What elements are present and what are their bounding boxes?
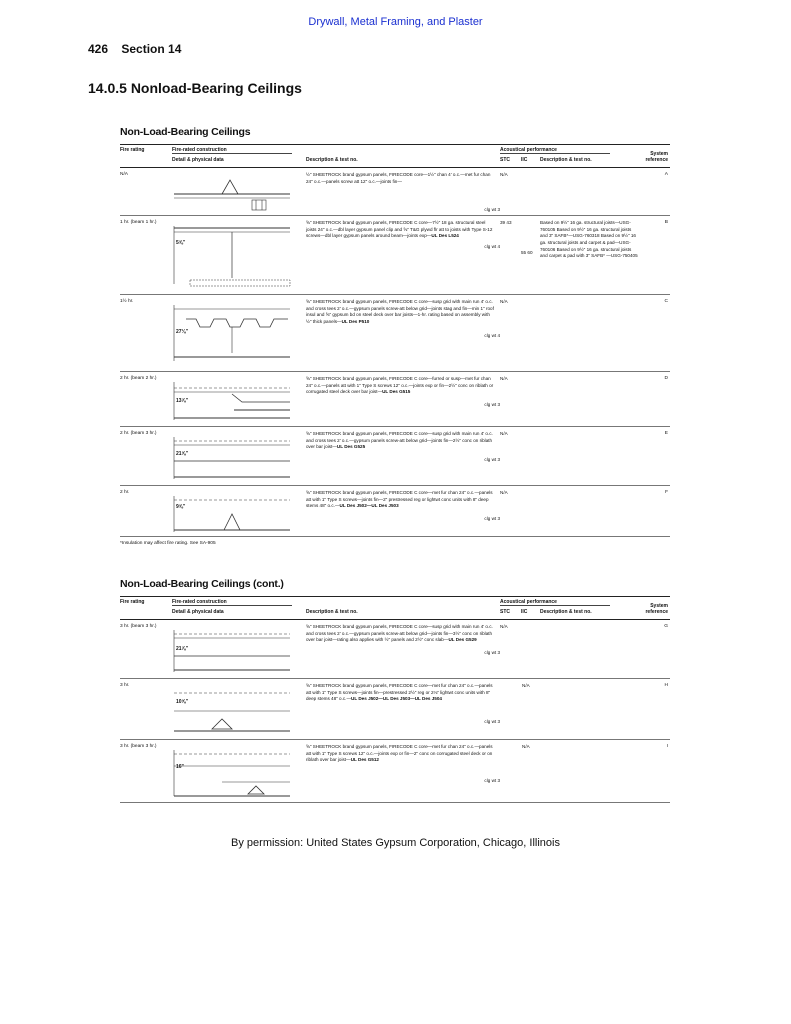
row-system-reference: E: [664, 431, 668, 436]
header-detail: Detail & physical data: [172, 609, 224, 615]
row-stc: N/A: [500, 490, 508, 495]
table-row: [120, 679, 670, 740]
header-acoustical-performance: Acoustical performance: [500, 599, 610, 606]
header-stc: STC: [500, 157, 510, 163]
header-iic: IIC: [521, 157, 528, 163]
row-rating: N/A: [120, 172, 128, 177]
row-description: ⅝" SHEETROCK brand gypsum panels, FIRECODE C core—susp grid with main run 4' o.c. and cross tees 2' o.c.—gypsum panels screw-att below grid—joints stag and fin—min 1" roof insul and ⅝" gypsum bd on steel deck over bar joists—1-hr. rating based on assembly with ½" thick panels—UL Des P510: [306, 299, 494, 324]
row-rating: 3 hr.: [120, 683, 130, 688]
row-ceiling-weight: clg wt 3: [484, 402, 500, 407]
row-thickness: 5⅝": [176, 240, 186, 246]
row-ceiling-weight: clg wt 3: [484, 650, 500, 655]
ceilings-table-1: [120, 126, 670, 546]
table-header: [120, 596, 670, 620]
row-stc: N/A: [500, 172, 508, 177]
row-ceiling-weight: clg wt 4: [484, 244, 500, 249]
header-fire-rating: Fire rating: [120, 147, 145, 153]
row-thickness: 21⅞": [176, 646, 189, 652]
header-system-reference: System reference: [645, 151, 668, 163]
row-description: ⅝" SHEETROCK brand gypsum panels, FIRECODE C core—susp grid with main run 4' o.c. and cross tees 2' o.c.—gypsum panels screw-att below grid—joints fin—3½" conc on riblath over bar joist—rating also applies with ½" panels and 2½" conc slab—UL Des G529: [306, 624, 493, 643]
page-number: 426: [88, 42, 109, 56]
table-title: Non-Load-Bearing Ceilings (cont.): [120, 578, 284, 590]
row-thickness: 16": [176, 764, 184, 770]
row-system-reference: I: [666, 744, 668, 749]
header-fire-rated-construction: Fire-rated construction: [172, 147, 292, 154]
row-description: ⅝" SHEETROCK brand gypsum panels, FIRECODE C core—met fur chan 24" o.c.—panels att with 1" Type S screws—joints fin—prestressed 2½" reg or 2⅛" lightwt conc units with 8" deep stems 48" o.c.—UL Des J502—UL Des J503—UL Des J504: [306, 683, 493, 702]
page-header: [88, 42, 181, 56]
row-rating: 3 hr. (beam 3 hr.): [120, 624, 157, 629]
row-description: ⅝" SHEETROCK brand gypsum panels, FIRECODE C core—furred or susp—met fur chan 24" o.c.—panels att with 1" Type S screws 12" o.c.—joints exp or fin—2½" conc on riblath or corrugated steel deck over bar joist—UL Des G515: [306, 376, 494, 395]
row-system-reference: F: [665, 490, 668, 495]
ceiling-detail-diagram: [172, 301, 292, 367]
row-system-reference: B: [664, 220, 668, 225]
header-fire-rated-construction: Fire-rated construction: [172, 599, 292, 606]
table-title: Non-Load-Bearing Ceilings: [120, 126, 251, 138]
row-ceiling-weight: clg wt 3: [484, 516, 500, 521]
header-system-reference: System reference: [645, 603, 668, 615]
table-footnote: *Insulation may affect fire rating. See SA-905: [120, 541, 216, 546]
header-acoustical-performance: Acoustical performance: [500, 147, 610, 154]
table-row: [120, 486, 670, 537]
row-system-reference: H: [664, 683, 668, 688]
row-ceiling-weight: clg wt 3: [484, 457, 500, 462]
ceiling-detail-diagram: [172, 685, 292, 737]
table-row: [120, 216, 670, 295]
ceiling-detail-diagram: [172, 746, 292, 800]
header-stc: STC: [500, 609, 510, 615]
ceiling-detail-diagram: [172, 174, 292, 212]
row-stc: N/A: [500, 624, 508, 629]
header-fire-rating: Fire rating: [120, 599, 145, 605]
row-system-reference: D: [664, 376, 668, 381]
ceiling-detail-diagram: [172, 222, 292, 292]
row-rating: 2 hr. (beam 3 hr.): [120, 431, 157, 436]
row-thickness: 21⅝": [176, 451, 189, 457]
running-head: Drywall, Metal Framing, and Plaster: [308, 16, 483, 28]
row-ceiling-weight: clg wt 4: [484, 333, 500, 338]
table-row: [120, 168, 670, 216]
ceiling-detail-diagram: [172, 492, 292, 536]
section-title: 14.0.5 Nonload-Bearing Ceilings: [88, 80, 302, 96]
row-stc: 39 43: [500, 220, 512, 225]
table-row: [120, 295, 670, 372]
row-system-reference: G: [664, 624, 668, 629]
header-iic: IIC: [521, 609, 528, 615]
row-system-reference: A: [664, 172, 668, 177]
table-row: [120, 427, 670, 486]
row-ceiling-weight: clg wt 3: [484, 719, 500, 724]
row-acoustic-description: Based on 9½" 16 ga. structural joists—USG-760105 Based on 9½" 16 ga. structural joists and 3" SAFB*—USG-760318 Based on 9½" 16 ga. structural joists and carpet & pad—USG-760106 Based on 9½" 16 ga. structural joists and carpet & pad with 3" SAFB* —USG-750405: [540, 220, 638, 259]
row-stc: N/A: [522, 683, 530, 688]
header-description: Description & test no.: [306, 157, 358, 163]
row-thickness: 9⅝": [176, 504, 186, 510]
row-description: ⅝" SHEETROCK brand gypsum panels, FIRECODE C core—met fur chan 24" o.c.—panels att with 1" Type S screws 12" o.c.—joints exp or fin—2" conc on corrugated steel deck or on riblath over bar joist—UL Des G512: [306, 744, 493, 763]
header-ac-description: Description & test no.: [540, 609, 592, 615]
row-stc: N/A: [522, 744, 530, 749]
row-rating: 3 hr. (beam 3 hr.): [120, 744, 157, 749]
row-description: ⅝" SHEETROCK brand gypsum panels, FIRECODE C core—susp grid with main run 4' o.c. and cross tees 2' o.c.—gypsum panels screw-att below grid—joints fin—2½" conc on riblath over bar joist—UL Des G525: [306, 431, 493, 450]
ceilings-table-2: [120, 578, 670, 803]
row-thickness: 10⅝": [176, 699, 189, 705]
row-ceiling-weight: clg wt 3: [484, 778, 500, 783]
permission-credit: By permission: United States Gypsum Corporation, Chicago, Illinois: [231, 837, 560, 849]
header-detail: Detail & physical data: [172, 157, 224, 163]
row-stc: N/A: [500, 431, 508, 436]
row-ceiling-weight: clg wt 3: [484, 207, 500, 212]
row-stc: N/A: [500, 299, 508, 304]
ceiling-detail-diagram: [172, 433, 292, 483]
row-rating: 1½ hr.: [120, 299, 134, 304]
row-rating: 2 hr. (beam 2 hr.): [120, 376, 157, 381]
row-description: ⅝" SHEETROCK brand gypsum panels, FIRECODE C core—7½" 18 ga. structural steel joists 24" o.c.—dbl layer gypsum panel clip and ⅝" T&G plywd flr att to joists with Type S-12 screws—dbl layer gypsum panels around beam—joints exp—UL Des L524: [306, 220, 493, 239]
row-thickness: 27⅛": [176, 329, 189, 335]
header-ac-description: Description & test no.: [540, 157, 592, 163]
row-description: ½" SHEETROCK brand gypsum panels, FIRECODE core—1½" chan 4' o.c.—met fur chan 24" o.c.—panels screw att 12" o.c.—joints fin—: [306, 172, 491, 184]
table-header: [120, 144, 670, 168]
ceiling-detail-diagram: [172, 626, 292, 676]
row-stc: N/A: [500, 376, 508, 381]
row-thickness: 13⅞": [176, 398, 189, 404]
table-row: [120, 740, 670, 803]
table-row: [120, 372, 670, 427]
row-iic: 55 60: [521, 250, 533, 255]
row-system-reference: C: [664, 299, 668, 304]
table-row: [120, 620, 670, 679]
row-rating: 1 hr. (beam 1 hr.): [120, 220, 157, 225]
row-description: ⅝" SHEETROCK brand gypsum panels, FIRECODE C core—met fur chan 24" o.c.—panels att with 1" Type S screws—joints fin—2" prestressed reg or lightwt conc units with 8" deep stems 48" o.c.—UL Des J502—UL Des J503: [306, 490, 493, 509]
header-description: Description & test no.: [306, 609, 358, 615]
row-rating: 2 hr.: [120, 490, 130, 495]
section-label: Section 14: [121, 42, 182, 56]
ceiling-detail-diagram: [172, 378, 292, 424]
